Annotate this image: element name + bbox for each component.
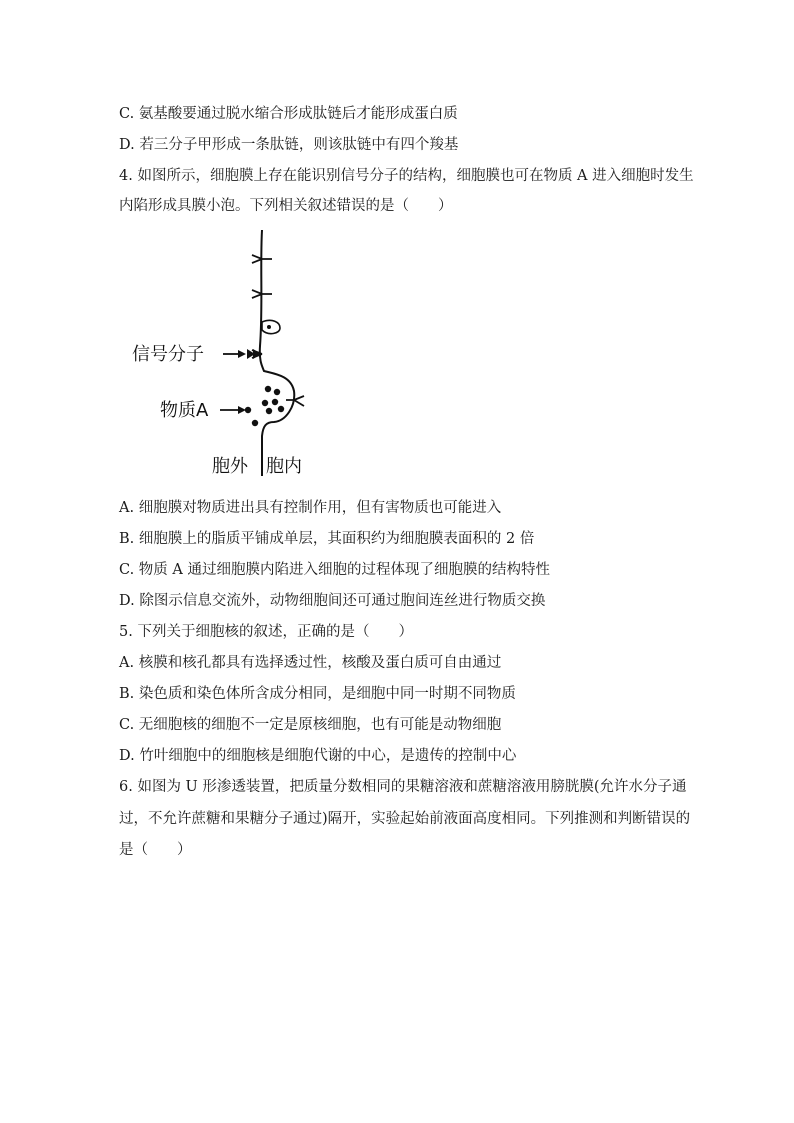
vesicle-icon [262, 320, 280, 333]
q5-option-c: C. 无细胞核的细胞不一定是原核细胞，也有可能是动物细胞 [119, 717, 502, 733]
q6-stem-line-2: 过，不允许蔗糖和果糖分子通过)隔开，实验起始前液面高度相同。下列推测和判断错误的 [119, 811, 691, 827]
q6-stem-line-3: 是（ ） [119, 842, 192, 858]
substance-a-particle [245, 407, 251, 413]
q4-option-b: B. 细胞膜上的脂质平铺成单层，其面积约为细胞膜表面积的 2 倍 [119, 531, 535, 547]
q4-stem-line-1: 4. 如图所示，细胞膜上存在能识别信号分子的结构，细胞膜也可在物质 A 进入细胞时发生 [119, 168, 694, 184]
label-outside: 胞外 [212, 456, 248, 477]
q4-option-a: A. 细胞膜对物质进出具有控制作用，但有害物质也可能进入 [119, 500, 502, 516]
q6-stem-line-1: 6. 如图为 U 形渗透装置，把质量分数相同的果糖溶液和蔗糖溶液用膀胱膜(允许水分子通 [119, 779, 687, 795]
arrow-icon [238, 350, 246, 358]
q3-option-c: C. 氨基酸要通过脱水缩合形成肽链后才能形成蛋白质 [119, 106, 458, 122]
q5-option-a: A. 核膜和核孔都具有选择透过性，核酸及蛋白质可自由通过 [119, 655, 502, 671]
label-signal-molecule: 信号分子 [132, 344, 204, 365]
q5-option-d: D. 竹叶细胞中的细胞核是细胞代谢的中心，是遗传的控制中心 [119, 748, 517, 764]
receptor-icon [252, 255, 304, 406]
label-substance-a: 物质A [160, 400, 209, 421]
cell-membrane-line [260, 230, 294, 476]
q4-option-c: C. 物质 A 通过细胞膜内陷进入细胞的过程体现了细胞膜的结构特性 [119, 562, 550, 578]
q3-option-d: D. 若三分子甲形成一条肽链，则该肽链中有四个羧基 [119, 137, 459, 153]
q5-option-b: B. 染色质和染色体所含成分相同，是细胞中同一时期不同物质 [119, 686, 516, 702]
label-inside: 胞内 [266, 456, 302, 477]
q4-option-d: D. 除图示信息交流外，动物细胞间还可通过胞间连丝进行物质交换 [119, 593, 546, 609]
cell-membrane-figure [126, 226, 326, 480]
q5-stem: 5. 下列关于细胞核的叙述，正确的是（ ） [119, 624, 413, 640]
q4-stem-line-2: 内陷形成具膜小泡。下列相关叙述错误的是（ ） [119, 198, 453, 214]
